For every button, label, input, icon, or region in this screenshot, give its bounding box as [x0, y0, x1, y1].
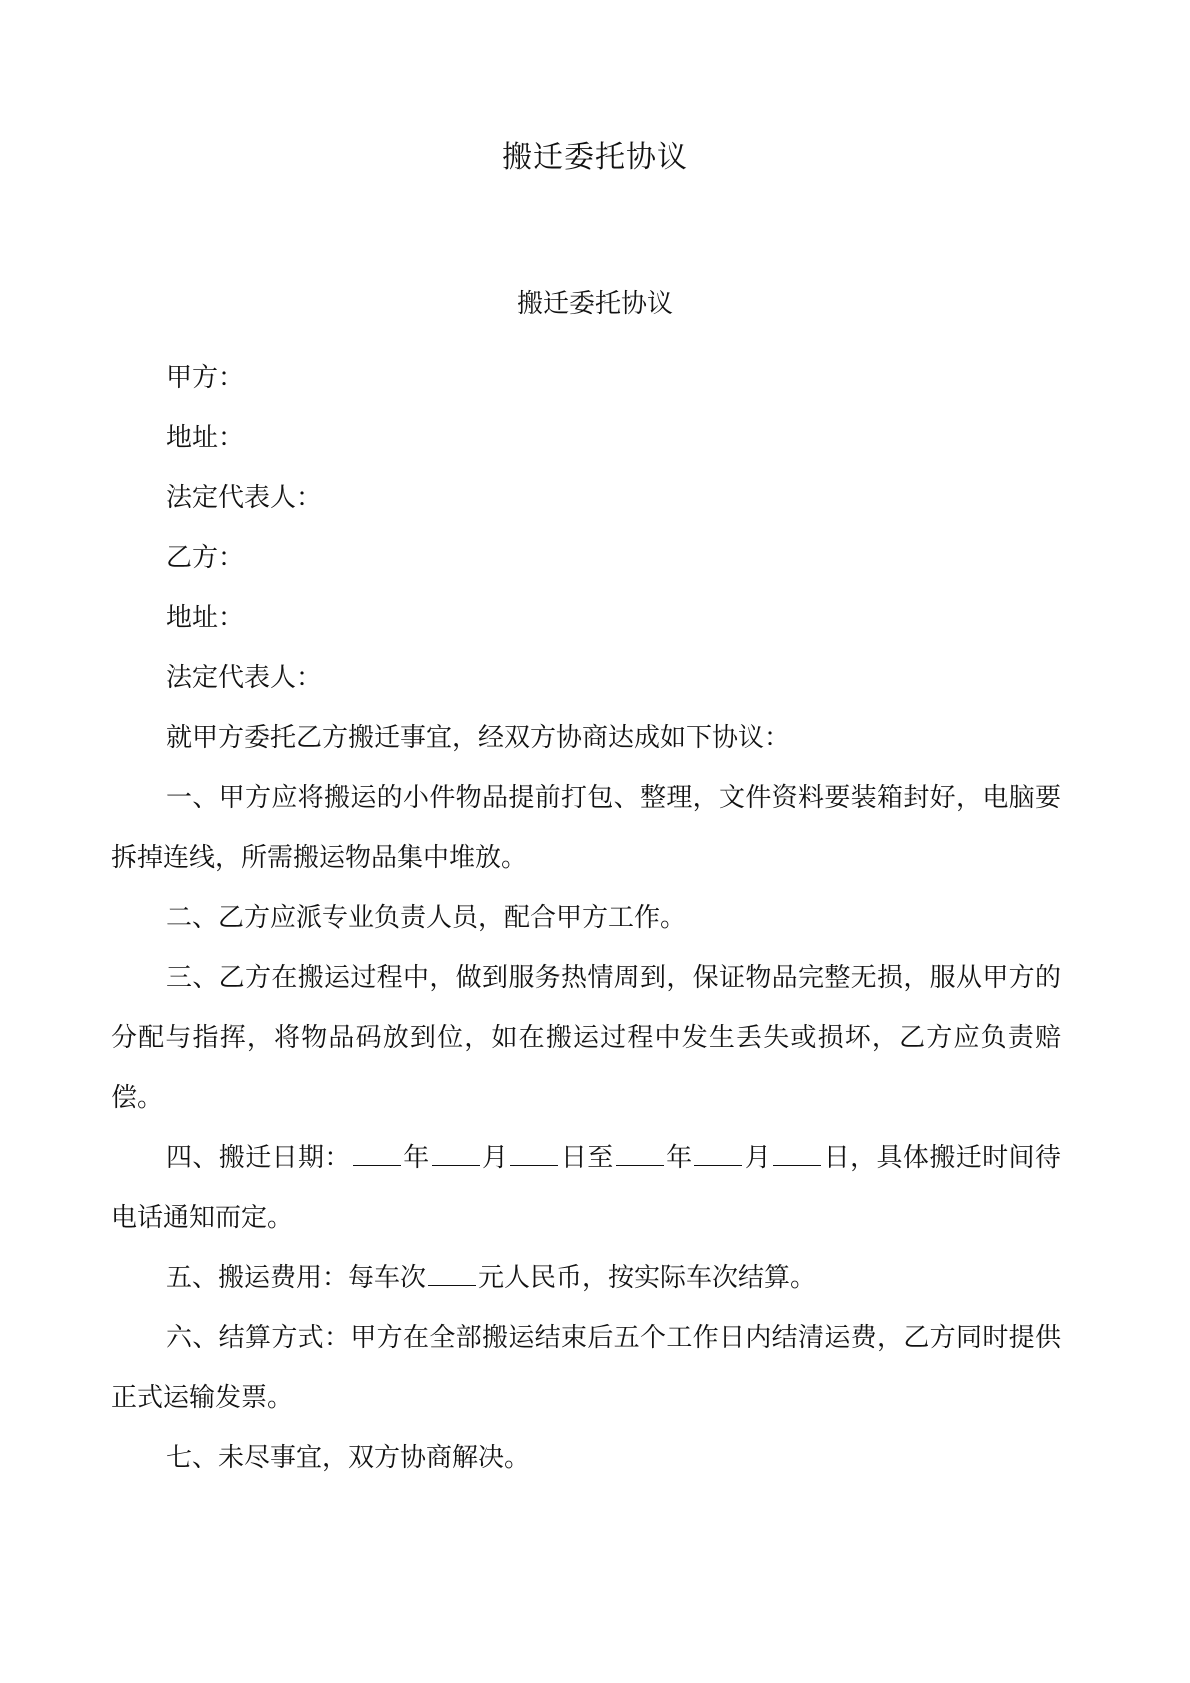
clause-4-year-2: 年: [665, 1143, 693, 1173]
document-subtitle: 搬迁委托协议: [516, 289, 673, 319]
preamble-paragraph: 就甲方委托乙方搬迁事宜，经双方协商达成如下协议：: [166, 723, 791, 753]
blank-line: [432, 1139, 480, 1166]
clause-4: [111, 1128, 1061, 1248]
clause-5-prefix: 五、搬运费用：每车次: [166, 1263, 427, 1293]
clause-1: 一、甲方应将搬运的小件物品提前打包、整理，文件资料要装箱封好，电脑要拆掉连线，所需搬运物品集中堆放。: [111, 783, 1061, 873]
blank-line: [353, 1139, 401, 1166]
clause-2: 二、乙方应派专业负责人员，配合甲方工作。: [166, 903, 687, 933]
blank-line: [428, 1259, 476, 1286]
party-b-address-field: 地址：: [166, 603, 245, 633]
party-a-address-field: 地址：: [166, 423, 245, 453]
party-a-field: 甲方：: [166, 363, 245, 393]
clause-4-month-2: 月: [744, 1143, 772, 1173]
blank-line: [773, 1139, 821, 1166]
blank-line: [694, 1139, 742, 1166]
party-b-representative-field: 法定代表人：: [166, 663, 323, 693]
clause-4-month-1: 月: [481, 1143, 509, 1173]
clause-4-day-1: 日至: [560, 1143, 614, 1173]
party-a-representative-field: 法定代表人：: [166, 483, 323, 513]
party-b-field: 乙方：: [166, 543, 245, 573]
document-title: 搬迁委托协议: [502, 140, 688, 175]
clause-5-suffix: 元人民币，按实际车次结算。: [478, 1263, 817, 1293]
clause-3: 三、乙方在搬运过程中，做到服务热情周到，保证物品完整无损，服从甲方的分配与指挥，将物品码放到位，如在搬运过程中发生丢失或损坏，乙方应负责赔偿。: [111, 963, 1061, 1113]
blank-line: [616, 1139, 664, 1166]
clause-4-year-1: 年: [402, 1143, 430, 1173]
clause-6: 六、结算方式：甲方在全部搬运结束后五个工作日内结清运费，乙方同时提供正式运输发票。: [111, 1323, 1061, 1413]
clause-4-day-2: 日，具体搬迁时间待电话通知而定。: [111, 1143, 1061, 1233]
blank-line: [510, 1139, 558, 1166]
document-body: [111, 348, 1061, 1488]
clause-4-prefix: 四、搬迁日期：: [166, 1143, 351, 1173]
clause-5: [111, 1248, 1061, 1308]
clause-7: 七、未尽事宜，双方协商解决。: [166, 1443, 531, 1473]
